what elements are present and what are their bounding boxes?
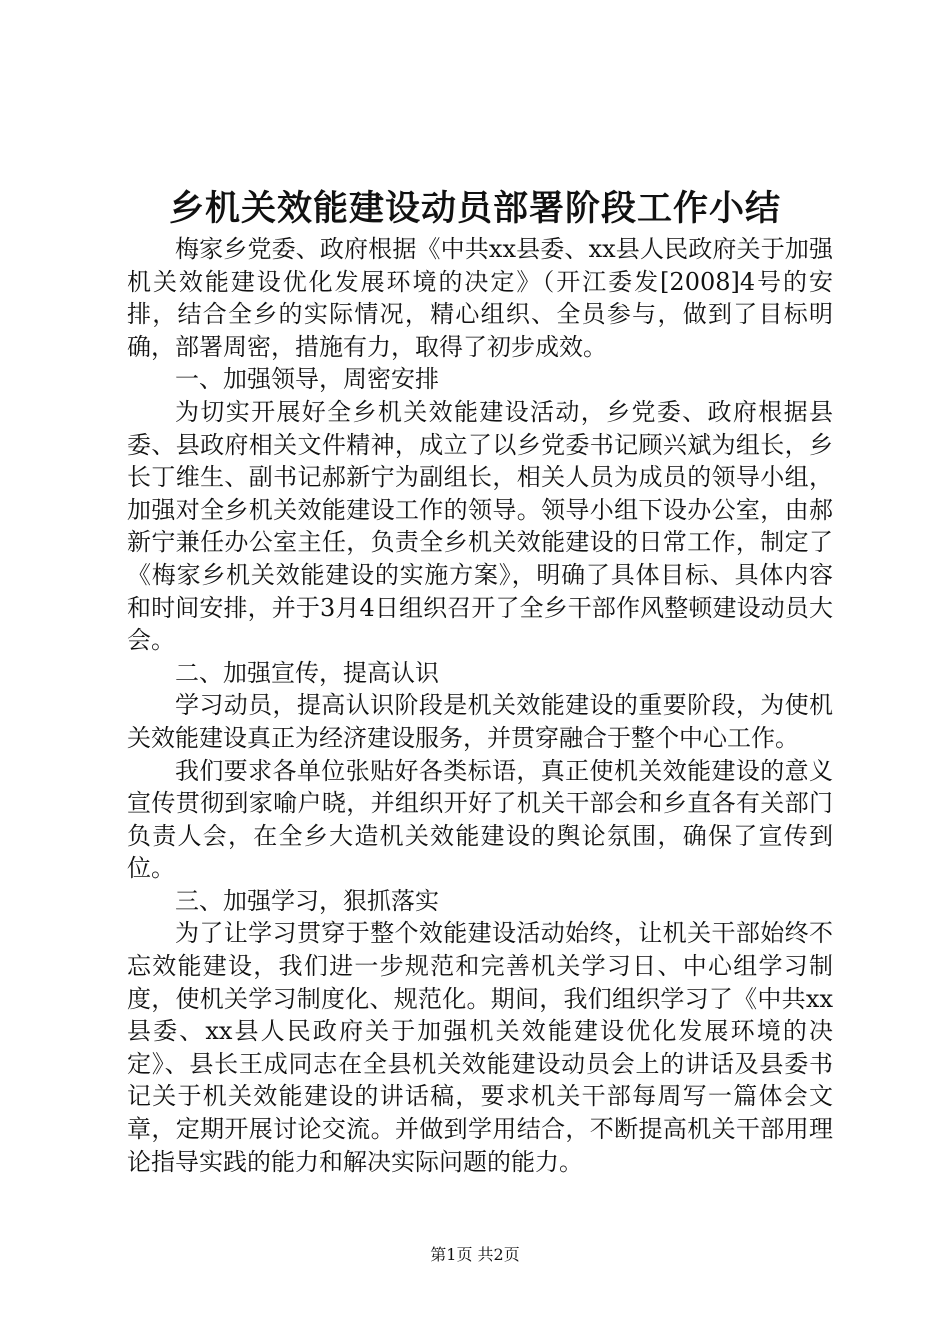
document-title: 乡机关效能建设动员部署阶段工作小结 [168, 188, 781, 229]
intro-paragraph: 梅家乡党委、政府根据《中共xx县委、xx县人民政府关于加强机关效能建设优化发展环境的决定》（开江委发[2008]4号的安排，结合全乡的实际情况，精心组织、全员参与，做到了目标明确，部署周密，措施有力，取得了初步成效。 [127, 235, 833, 361]
section-2-paragraph-1: 学习动员，提高认识阶段是机关效能建设的重要阶段，为使机关效能建设真正为经济建设服务，并贯穿融合于整个中心工作。 [127, 691, 833, 752]
section-heading-1: 一、加强领导，周密安排 [175, 365, 439, 394]
section-1-paragraph: 为切实开展好全乡机关效能建设活动，乡党委、政府根据县委、县政府相关文件精神，成立了以乡党委书记顾兴斌为组长，乡长丁维生、副书记郝新宁为副组长，相关人员为成员的领导小组，加强对全乡机关效能建设工作的领导。领导小组下设办公室，由郝新宁兼任办公室主任，负责全乡机关效能建设的日常工作，制定了《梅家乡机关效能建设的实施方案》，明确了具体目标、具体内容和时间安排，并于3月4日组织召开了全乡干部作风整顿建设动员大会。 [127, 397, 833, 655]
page-number-footer: 第1页 共2页 [430, 1245, 520, 1264]
section-2-paragraph-2: 我们要求各单位张贴好各类标语，真正使机关效能建设的意义宣传贯彻到家喻户晓，并组织开好了机关干部会和乡直各有关部门负责人会，在全乡大造机关效能建设的舆论氛围，确保了宣传到位。 [127, 756, 833, 883]
section-3-paragraph: 为了让学习贯穿于整个效能建设活动始终，让机关干部始终不忘效能建设，我们进一步规范和完善机关学习日、中心组学习制度，使机关学习制度化、规范化。期间，我们组织学习了《中共xx县委、xx县人民政府关于加强机关效能建设优化发展环境的决定》、县长王成同志在全县机关效能建设动员会上的讲话及县委书记关于机关效能建设的讲话稿，要求机关干部每周写一篇体会文章，定期开展讨论交流。并做到学用结合，不断提高机关干部用理论指导实践的能力和解决实际问题的能力。 [127, 919, 833, 1176]
section-heading-3: 三、加强学习，狠抓落实 [175, 886, 439, 915]
section-heading-2: 二、加强宣传，提高认识 [175, 658, 439, 687]
document-body [127, 233, 833, 1178]
